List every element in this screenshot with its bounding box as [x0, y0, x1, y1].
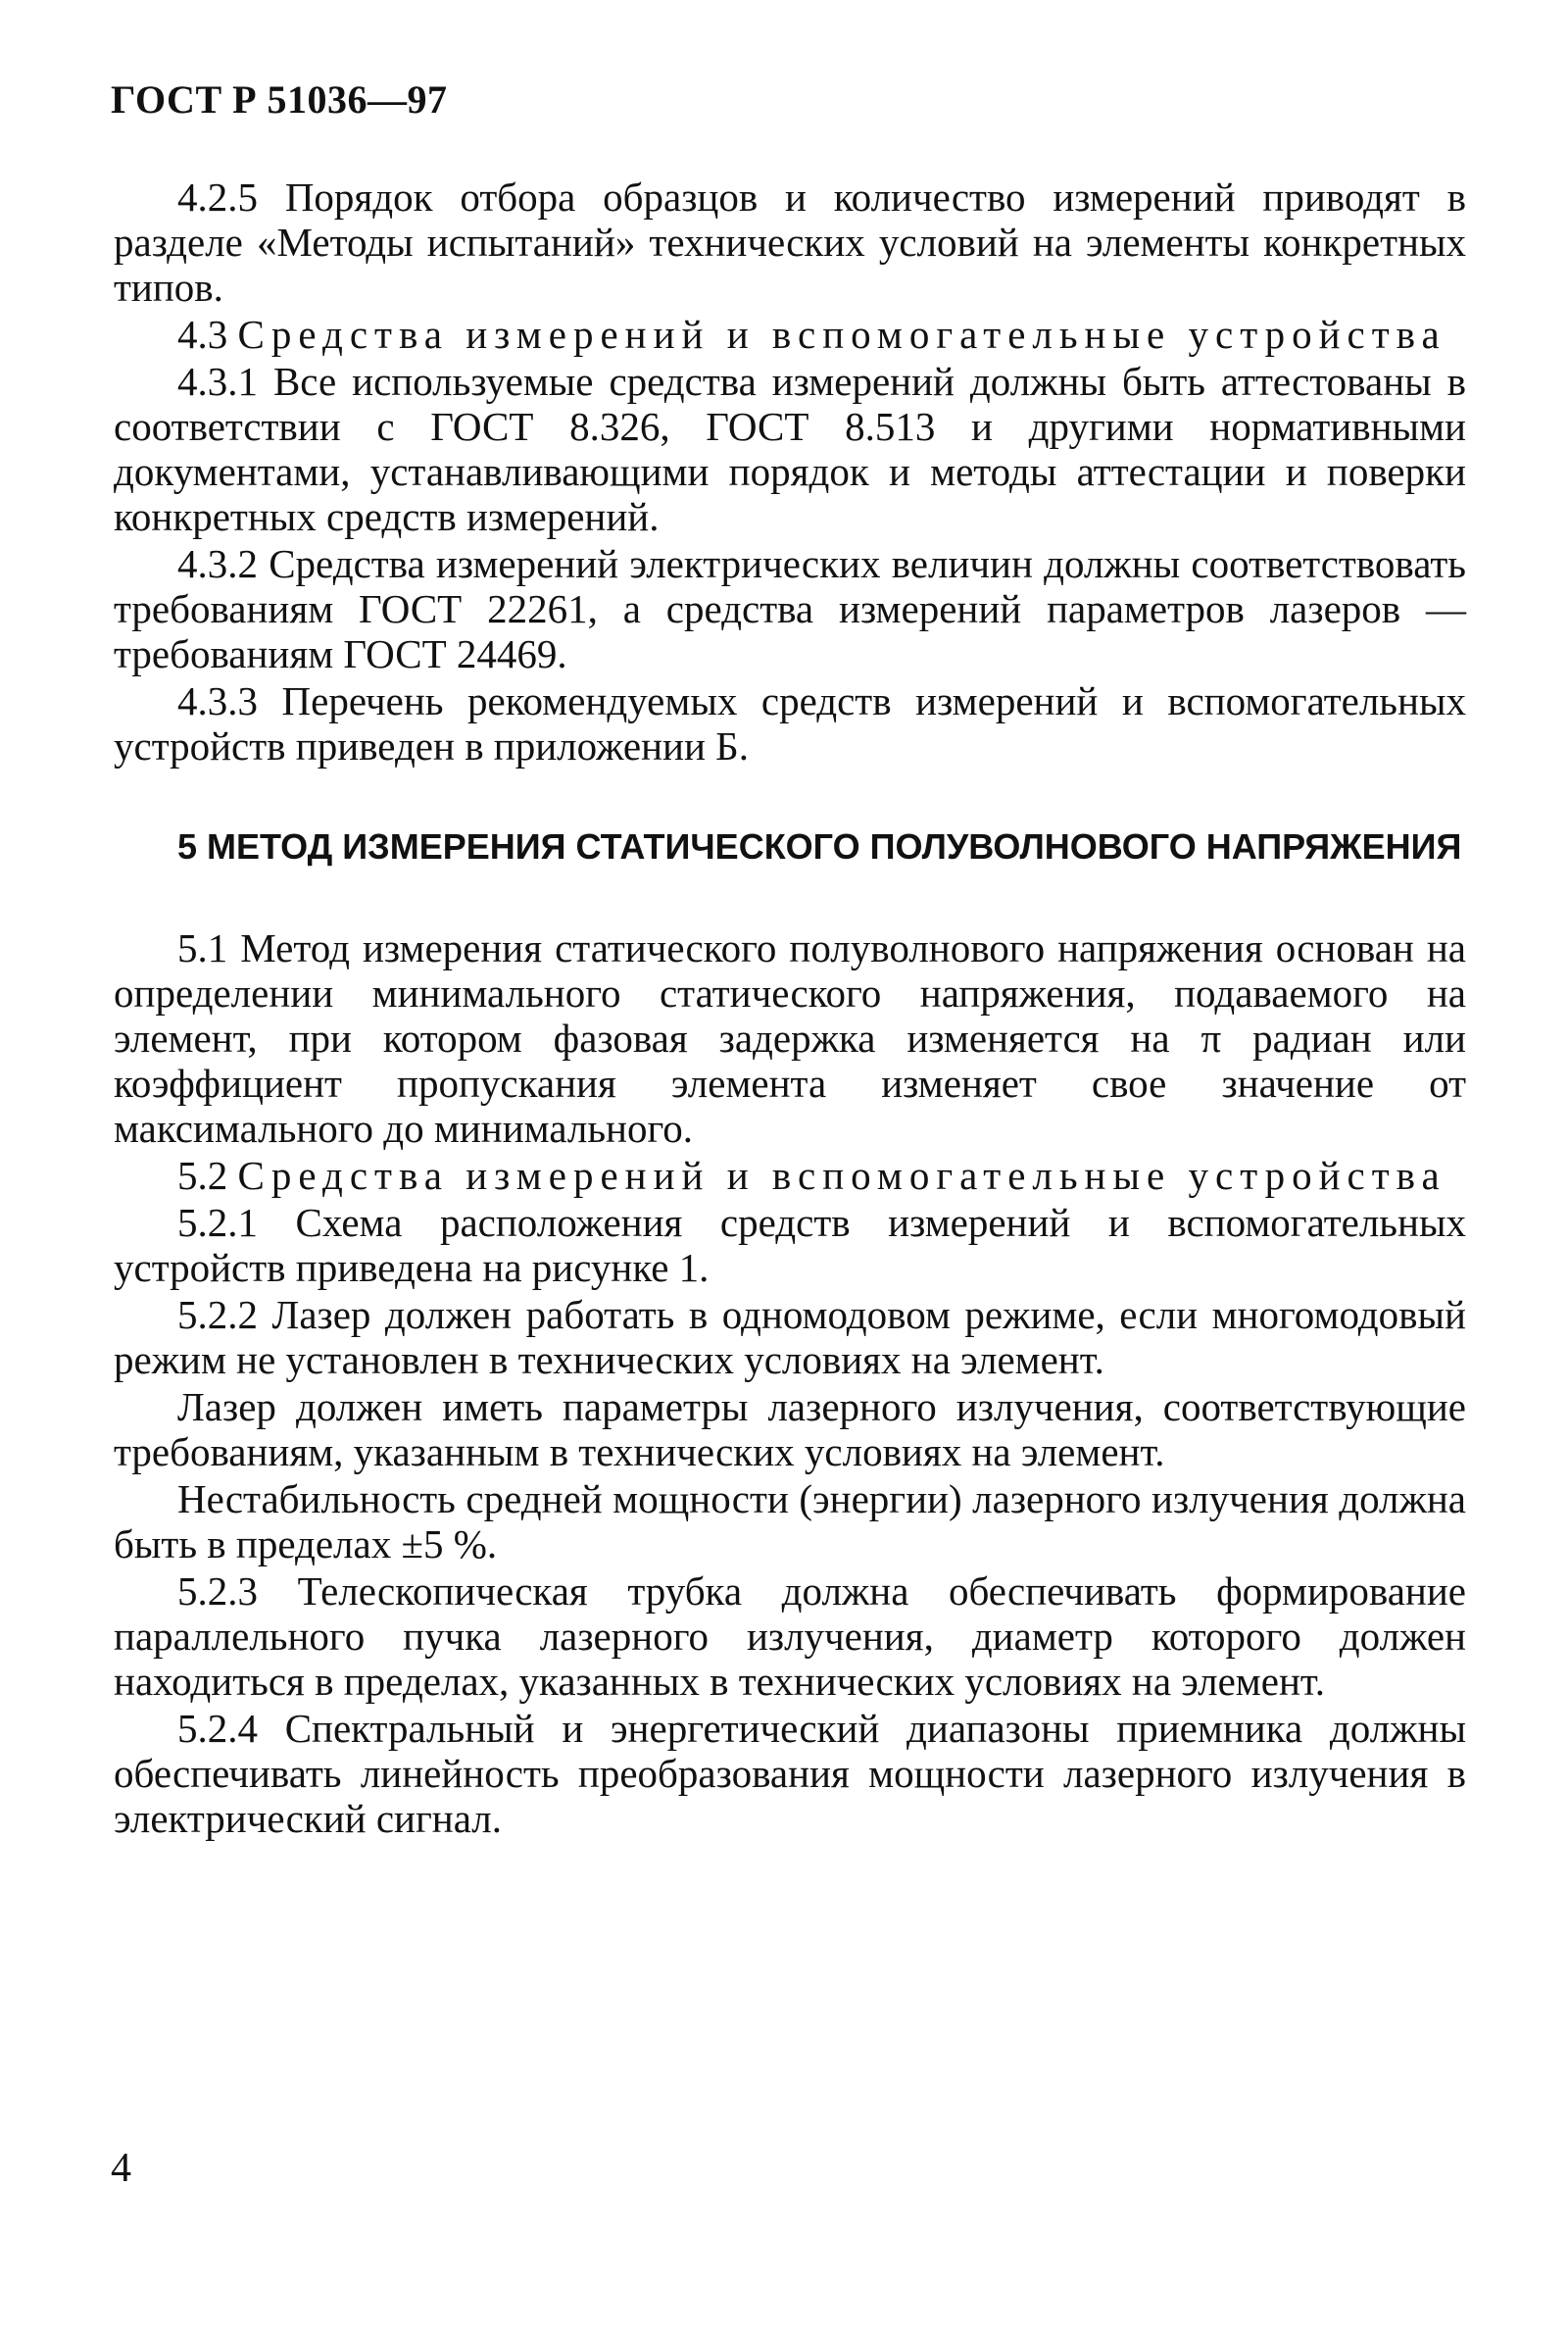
- document-header: ГОСТ Р 51036—97: [111, 77, 448, 122]
- paragraph-5-2-4: 5.2.4 Спектральный и энергетический диапазоны приемника должны обеспечивать линейность преобразования мощности лазерного излучения в электрический сигнал.: [114, 1706, 1466, 1841]
- section-5-title: 5 МЕТОД ИЗМЕРЕНИЯ СТАТИЧЕСКОГО ПОЛУВОЛНОВОГО НАПРЯЖЕНИЯ: [177, 826, 1462, 867]
- paragraph-5-2-2-laser: Лазер должен иметь параметры лазерного излучения, соответствующие требованиям, указанным в технических условиях на элемент.: [114, 1384, 1466, 1474]
- subsection-title-text: Средства измерений и вспомогательные устройства: [237, 312, 1446, 357]
- paragraph-5-2-3: 5.2.3 Телескопическая трубка должна обеспечивать формирование параллельного пучка лазерного излучения, диаметр которого должен находиться в пределах, указанных в технических условиях на элемент.: [114, 1568, 1466, 1704]
- paragraph-4-3-3: 4.3.3 Перечень рекомендуемых средств измерений и вспомогательных устройств приведен в приложении Б.: [114, 678, 1466, 769]
- document-body: [114, 174, 1466, 1843]
- subsection-4-3-title: [114, 312, 1466, 357]
- subsection-number: 5.2: [177, 1153, 228, 1198]
- paragraph-4-3-2: 4.3.2 Средства измерений электрических величин должны соответствовать требованиям ГОСТ 22261, а средства измерений параметров лазеров — требованиям ГОСТ 24469.: [114, 541, 1466, 676]
- paragraph-4-2-5: 4.2.5 Порядок отбора образцов и количество измерений приводят в разделе «Методы испытаний» технических условий на элементы конкретных типов.: [114, 174, 1466, 310]
- subsection-5-2-title: [114, 1153, 1466, 1198]
- paragraph-5-2-1: 5.2.1 Схема расположения средств измерений и вспомогательных устройств приведена на рисунке 1.: [114, 1200, 1466, 1290]
- paragraph-4-3-1: 4.3.1 Все используемые средства измерений должны быть аттестованы в соответствии с ГОСТ 8.326, ГОСТ 8.513 и другими нормативными документами, устанавливающими порядок и методы аттестации и поверки конкретных средств измерений.: [114, 359, 1466, 539]
- paragraph-5-2-2: 5.2.2 Лазер должен работать в одномодовом режиме, если многомодовый режим не установлен в технических условиях на элемент.: [114, 1292, 1466, 1382]
- paragraph-5-2-2-stability: Нестабильность средней мощности (энергии) лазерного излучения должна быть в пределах ±5 %.: [114, 1476, 1466, 1566]
- page-number: 4: [111, 2146, 131, 2191]
- subsection-title-text: Средства измерений и вспомогательные устройства: [237, 1153, 1446, 1198]
- subsection-number: 4.3: [177, 312, 228, 357]
- paragraph-5-1: 5.1 Метод измерения статического полуволнового напряжения основан на определении минимального статического напряжения, подаваемого на элемент, при котором фазовая задержка изменяется на π радиан или коэффициент пропускания элемента изменяет свое значение от максимального до минимального.: [114, 925, 1466, 1151]
